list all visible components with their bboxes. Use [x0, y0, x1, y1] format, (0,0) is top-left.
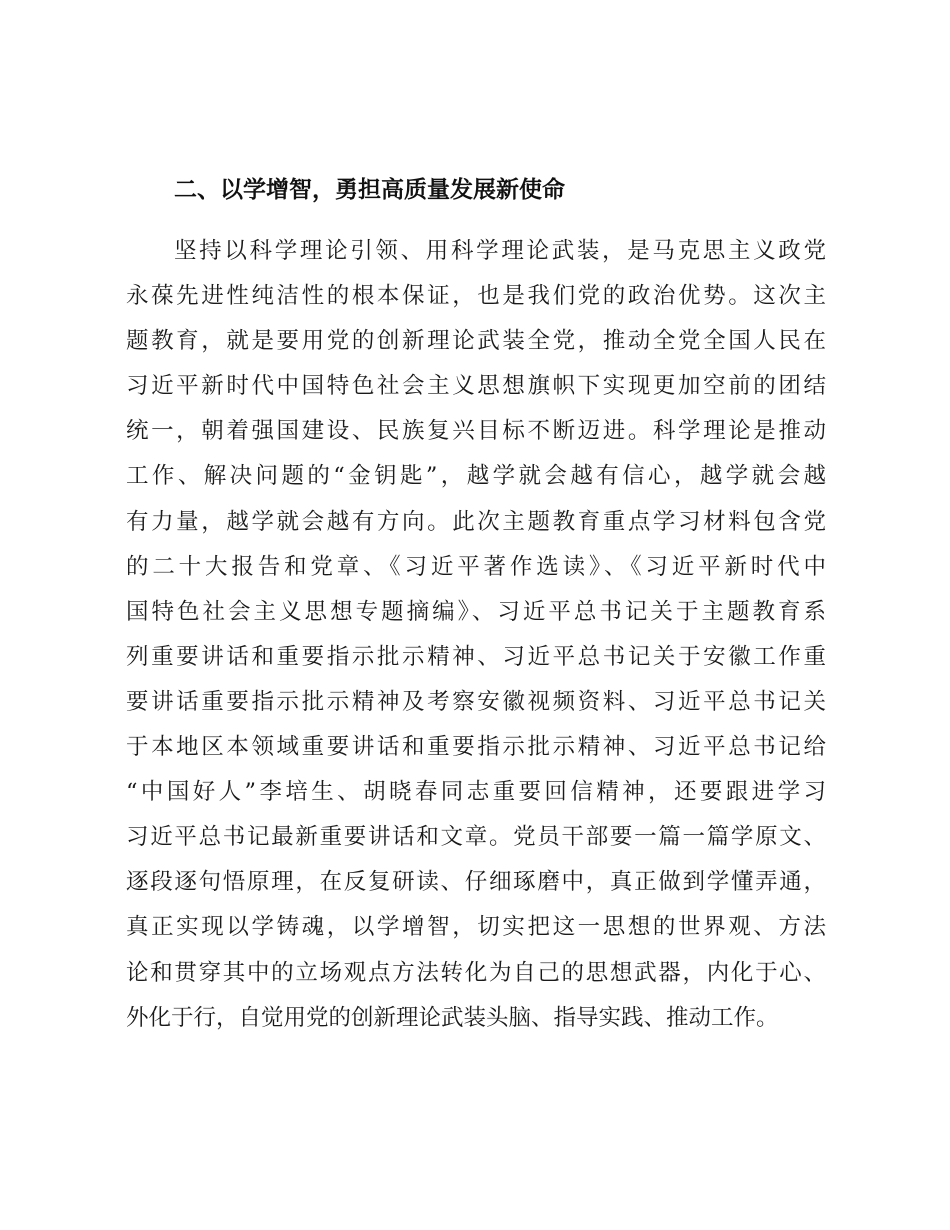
paragraph-line: 统一，朝着强国建设、民族复兴目标不断迈进。科学理论是推动 [126, 418, 826, 445]
paragraph-line: 坚持以科学理论引领、用科学理论武装，是马克思主义政党 [174, 238, 826, 264]
paragraph-line: 习近平新时代中国特色社会主义思想旗帜下实现更加空前的团结 [126, 373, 826, 400]
paragraph-line: 的二十大报告和党章、《习近平著作选读》、《习近平新时代中 [126, 553, 826, 580]
paragraph-line: 真正实现以学铸魂，以学增智，切实把这一思想的世界观、方法 [126, 914, 826, 941]
section-heading: 二、以学增智，勇担高质量发展新使命 [174, 177, 565, 203]
paragraph-line: 题教育，就是要用党的创新理论武装全党，推动全党全国人民在 [126, 328, 826, 355]
paragraph-line: 于本地区本领域重要讲话和重要指示批示精神、习近平总书记给 [126, 734, 826, 761]
paragraph-line: 习近平总书记最新重要讲话和文章。党员干部要一篇一篇学原文、 [126, 824, 826, 851]
paragraph-line: 工作、解决问题的“金钥匙”，越学就会越有信心，越学就会越 [126, 463, 826, 490]
paragraph-line: 国特色社会主义思想专题摘编》、习近平总书记关于主题教育系 [126, 598, 826, 625]
paragraph-line: 列重要讲话和重要指示批示精神、习近平总书记关于安徽工作重 [126, 643, 826, 670]
paragraph-line: 逐段逐句悟原理，在反复研读、仔细琢磨中，真正做到学懂弄通， [126, 869, 826, 896]
paragraph-line: 有力量，越学就会越有方向。此次主题教育重点学习材料包含党 [126, 508, 826, 535]
paragraph-line: 要讲话重要指示批示精神及考察安徽视频资料、习近平总书记关 [126, 688, 826, 715]
paragraph-line: 永葆先进性纯洁性的根本保证，也是我们党的政治优势。这次主 [126, 283, 826, 310]
paragraph-line: 外化于行，自觉用党的创新理论武装头脑、指导实践、推动工作。 [126, 1004, 779, 1031]
section-paragraph [126, 229, 826, 1041]
paragraph-line: “中国好人”李培生、胡晓春同志重要回信精神，还要跟进学习 [126, 779, 826, 806]
paragraph-line: 论和贯穿其中的立场观点方法转化为自己的思想武器，内化于心、 [126, 959, 826, 986]
